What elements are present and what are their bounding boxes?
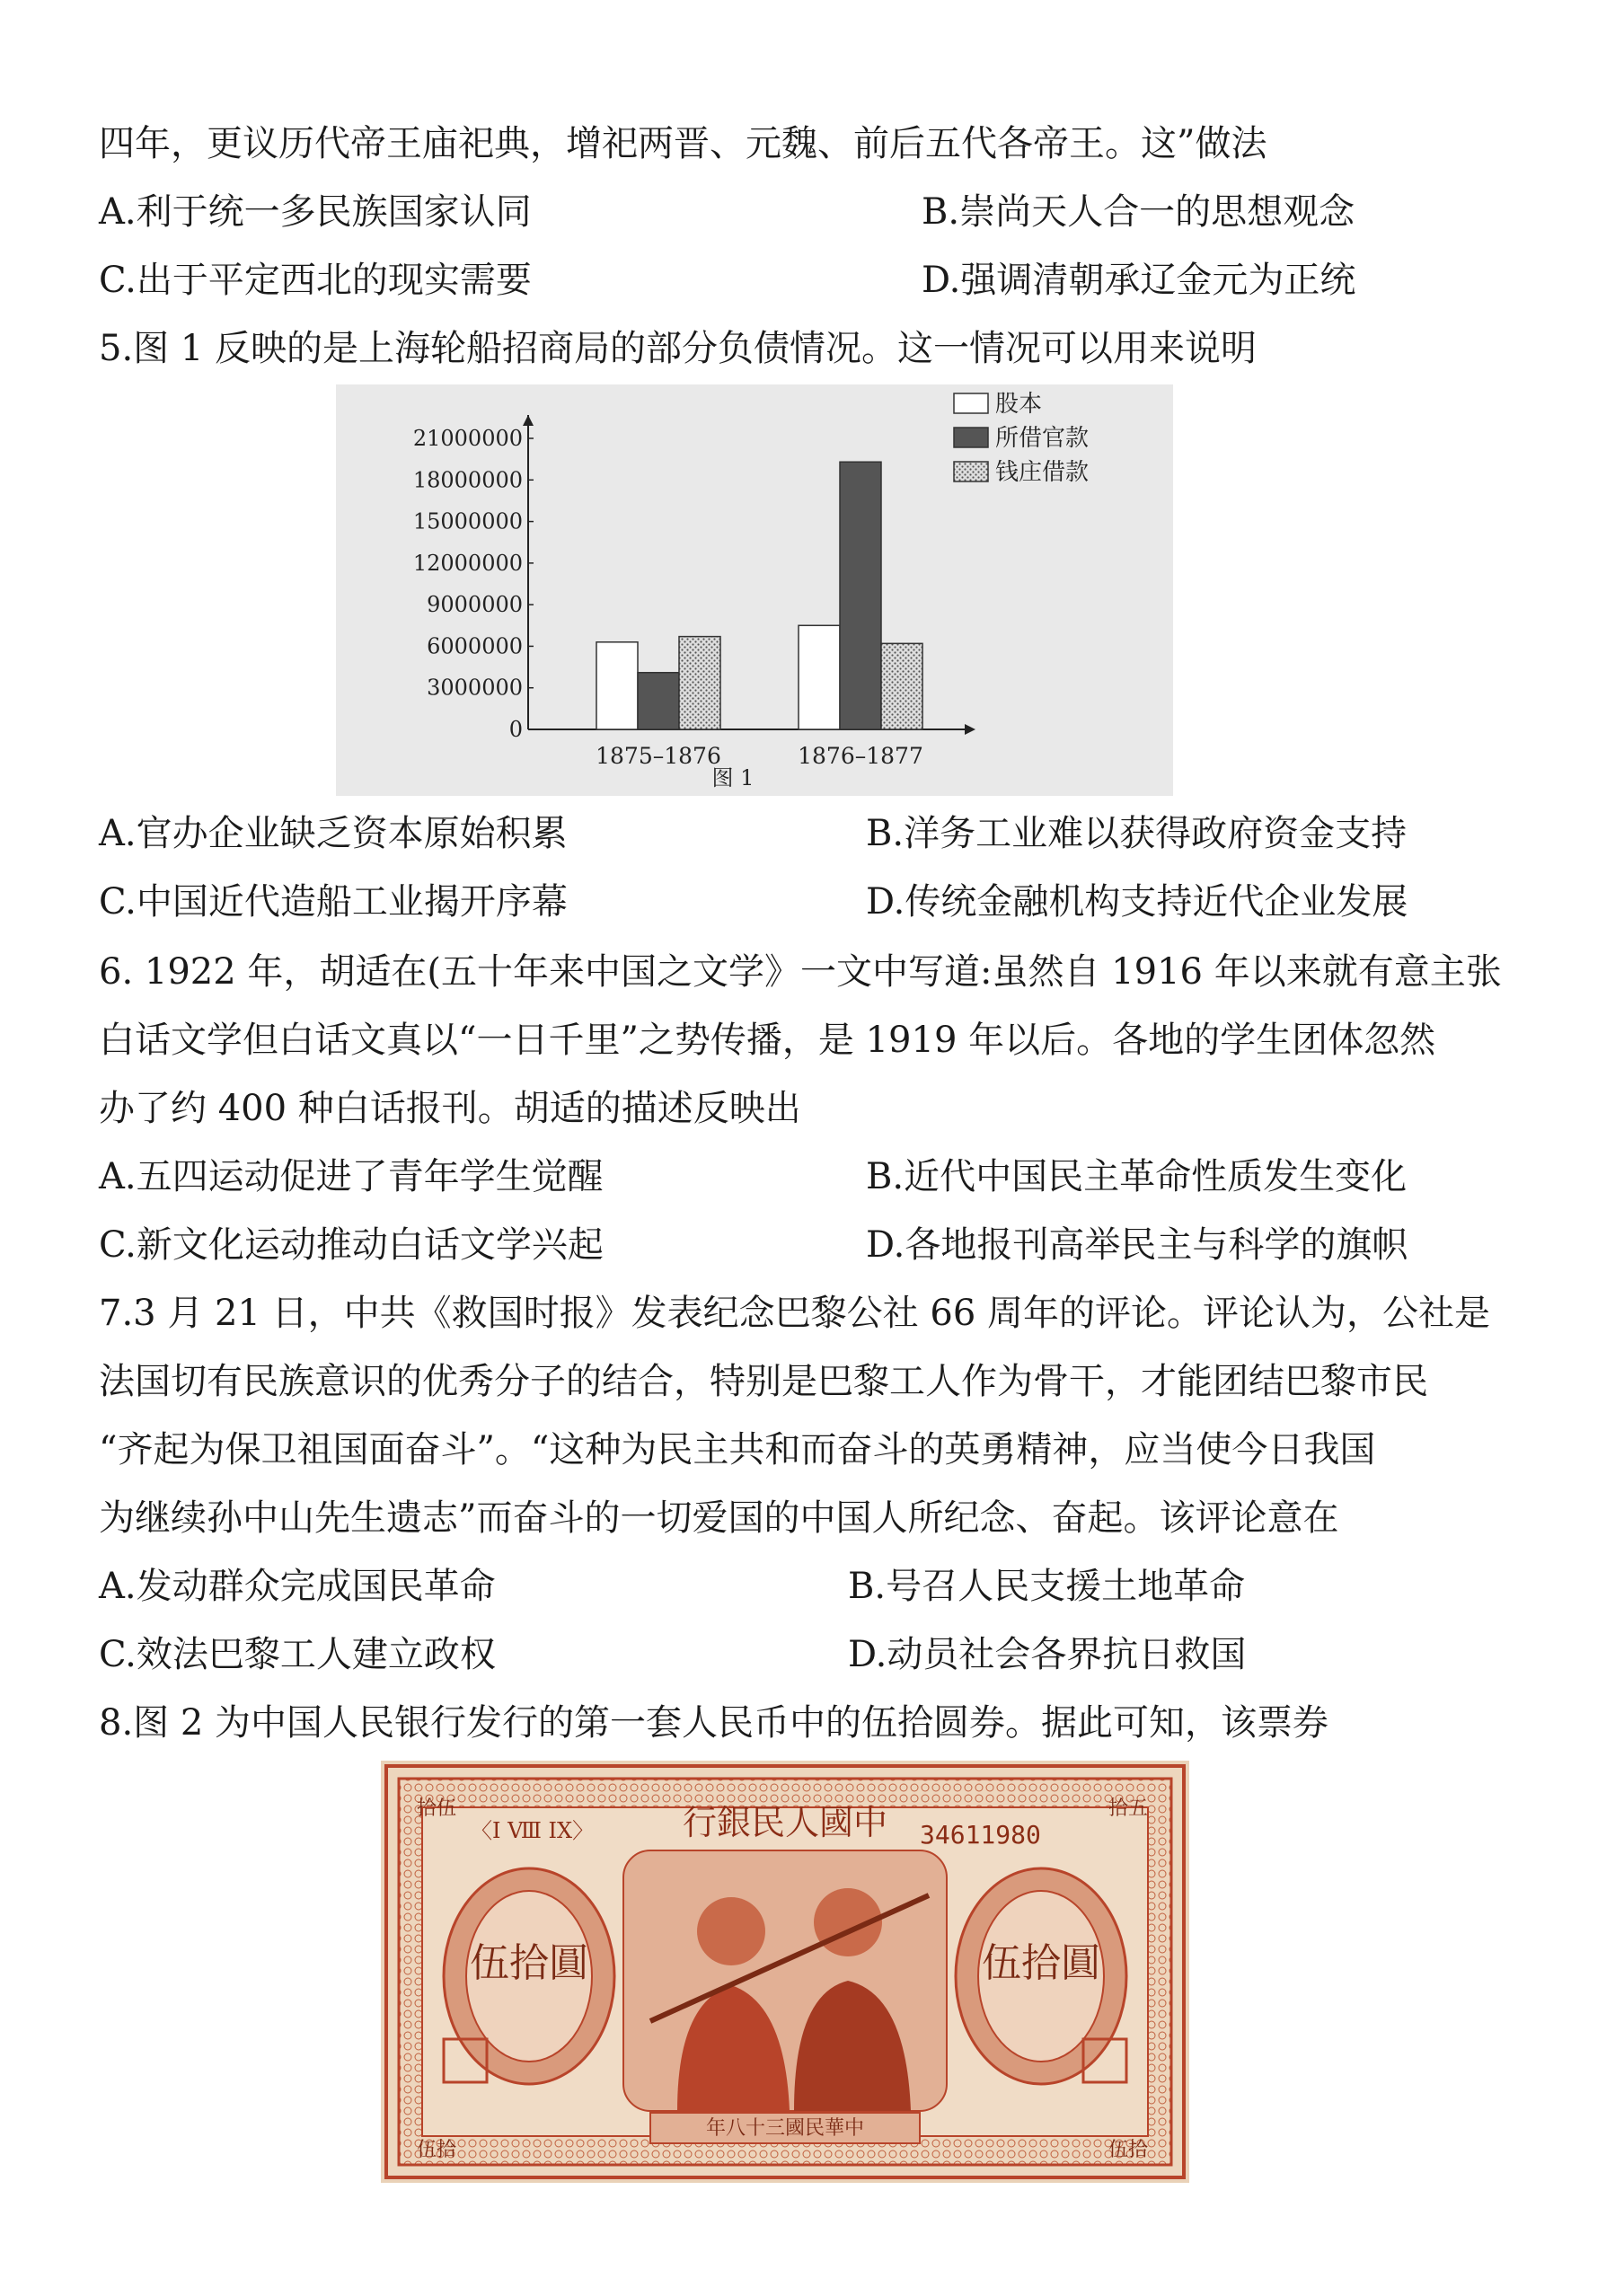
legend-swatch-钱庄借款 <box>954 462 988 481</box>
q4-option-d: D.强调清朝承辽金元为正统 <box>922 260 1356 301</box>
q4-option-c: C.出于平定西北的现实需要 <box>99 260 532 301</box>
q4-option-a: A.利于统一多民族国家认同 <box>99 191 532 233</box>
y-tick-label: 3000000 <box>427 675 523 701</box>
q7-stem-line-1: 7.3 月 21 日，中共《救国时报》发表纪念巴黎公社 66 周年的评论。评论认为，公社是 <box>99 1293 1490 1334</box>
bank-name: 行銀民人國中 <box>682 1803 888 1842</box>
q4-stem-tail: 四年，更议历代帝王庙祀典，增祀两晋、元魏、前后五代各帝王。这”做法 <box>99 123 1267 164</box>
q5-option-c: C.中国近代造船工业揭开序幕 <box>99 881 568 923</box>
q4-option-b: B.崇尚天人合一的思想观念 <box>922 191 1355 233</box>
bar-所借官款-1876–1877 <box>840 462 881 729</box>
q6-option-c: C.新文化运动推动白话文学兴起 <box>99 1224 604 1266</box>
corner-bottom-right: 伍拾 <box>1108 2139 1149 2161</box>
y-tick-label: 12000000 <box>412 550 523 576</box>
q7-option-d: D.动员社会各界抗日救国 <box>848 1634 1247 1675</box>
bar-所借官款-1875–1876 <box>638 673 679 729</box>
q6-stem-line-1: 6. 1922 年，胡适在(五十年来中国之文学》一文中写道:虽然自 1916 年以来就有意主张 <box>99 951 1502 993</box>
chart-title: 图 1 <box>711 765 755 790</box>
y-axis-arrow <box>523 415 534 426</box>
q6-option-d: D.各地报刊高举民主与科学的旗帜 <box>866 1224 1408 1266</box>
corner-bottom-left: 伍拾 <box>417 2139 457 2161</box>
q6-option-b: B.近代中国民主革命性质发生变化 <box>866 1156 1408 1197</box>
q7-option-b: B.号召人民支援土地革命 <box>848 1566 1246 1607</box>
corner-top-left: 拾伍 <box>417 1797 457 1820</box>
serial-number: 34611980 <box>920 1820 1041 1850</box>
figure-1-chart <box>336 384 1173 796</box>
bar-股本-1876–1877 <box>799 625 840 729</box>
bar-钱庄借款-1876–1877 <box>881 643 922 729</box>
banknote-image <box>381 1761 1189 2183</box>
q7-stem-line-4: 为继续孙中山先生遗志”而奋斗的一切爱国的中国人所纪念、奋起。该评论意在 <box>99 1497 1339 1539</box>
q6-stem-line-3: 办了约 400 种白话报刊。胡适的描述反映出 <box>99 1088 801 1129</box>
x-category-label: 1875–1876 <box>596 743 721 769</box>
workers-vignette <box>623 1850 947 2111</box>
q7-option-c: C.效法巴黎工人建立政权 <box>99 1634 496 1675</box>
legend-label-股本: 股本 <box>995 391 1043 418</box>
serial-block: 〈I Ⅷ IX〉 <box>471 1818 595 1843</box>
denomination-left: 伍拾圓 <box>470 1940 588 1986</box>
y-tick-label: 9000000 <box>427 592 523 618</box>
legend-swatch-所借官款 <box>954 428 988 447</box>
q6-stem-line-2: 白话文学但白话文真以“一日千里”之势传播，是 1919 年以后。各地的学生团体忽然 <box>99 1020 1436 1061</box>
x-category-label: 1876–1877 <box>798 743 923 769</box>
q7-stem-line-2: 法国切有民族意识的优秀分子的结合，特别是巴黎工人作为骨干，才能团结巴黎市民 <box>99 1361 1428 1402</box>
q7-stem-line-3: “齐起为保卫祖国面奋斗”。“这种为民主共和而奋斗的英勇精神，应当使今日我国 <box>99 1429 1376 1470</box>
bar-钱庄借款-1875–1876 <box>679 637 720 729</box>
issue-year: 年八十三國民華中 <box>705 2117 865 2140</box>
q6-option-a: A.五四运动促进了青年学生觉醒 <box>99 1156 604 1197</box>
figure-2-banknote <box>381 1761 1189 2183</box>
x-axis-arrow <box>965 724 975 735</box>
q5-option-d: D.传统金融机构支持近代企业发展 <box>866 881 1408 923</box>
legend-swatch-股本 <box>954 393 988 413</box>
q5-option-a: A.官办企业缺乏资本原始积累 <box>99 813 568 854</box>
y-tick-label: 0 <box>508 717 523 742</box>
denomination-right: 伍拾圓 <box>982 1940 1100 1986</box>
y-tick-label: 15000000 <box>412 508 523 534</box>
legend-label-钱庄借款: 钱庄借款 <box>995 459 1090 486</box>
bar-股本-1875–1876 <box>596 642 638 729</box>
y-tick-label: 18000000 <box>412 467 523 493</box>
q7-option-a: A.发动群众完成国民革命 <box>99 1566 496 1607</box>
bar-chart <box>336 384 1173 796</box>
q8-stem: 8.图 2 为中国人民银行发行的第一套人民币中的伍拾圆券。据此可知，该票券 <box>99 1702 1329 1744</box>
corner-top-right: 拾五 <box>1108 1797 1149 1820</box>
y-tick-label: 21000000 <box>412 426 523 451</box>
q5-stem: 5.图 1 反映的是上海轮船招商局的部分负债情况。这一情况可以用来说明 <box>99 328 1258 369</box>
legend-label-所借官款: 所借官款 <box>995 425 1090 452</box>
q5-option-b: B.洋务工业难以获得政府资金支持 <box>866 813 1408 854</box>
y-tick-label: 6000000 <box>427 633 523 659</box>
